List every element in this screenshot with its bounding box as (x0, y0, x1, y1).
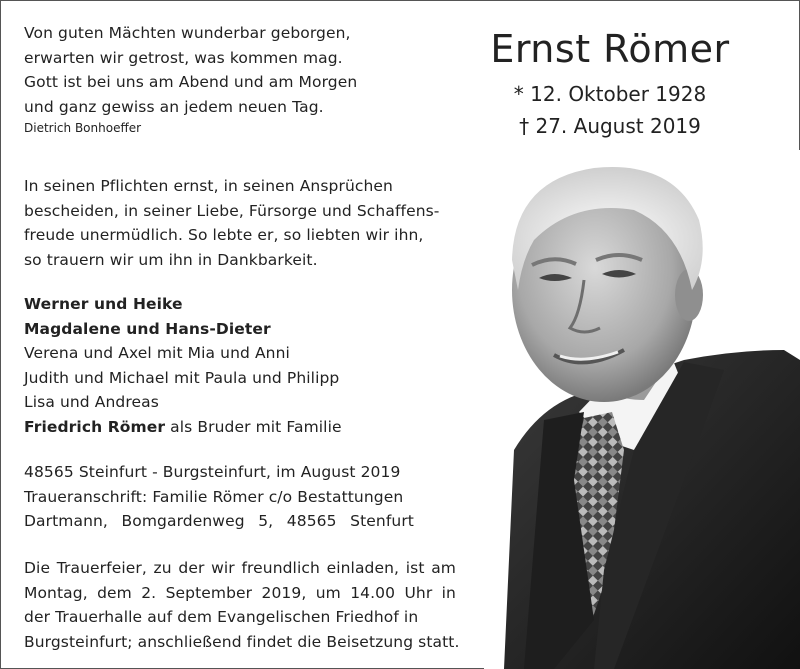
portrait-photo (484, 150, 800, 669)
address-line: Dartmann, Bomgardenweg 5, 48565 Stenfurt (24, 512, 414, 530)
mourner-brother-rest: als Bruder mit Familie (165, 417, 342, 436)
tribute-line: bescheiden, in seiner Liebe, Fürsorge und Schaffens- (24, 201, 440, 220)
tribute-line: In seinen Pflichten ernst, in seinen Ansprüchen (24, 177, 393, 195)
funeral-line: Die Trauerfeier, zu der wir freundlich einladen, ist am (24, 559, 456, 577)
tribute (24, 174, 440, 272)
mourner-line: Judith und Michael mit Paula und Philipp (24, 368, 340, 387)
tribute-line: so trauern wir um ihn in Dankbarkeit. (24, 250, 318, 269)
deceased-name: Ernst Römer (490, 27, 730, 71)
address (24, 460, 414, 534)
funeral-line: Burgsteinfurt; anschließend findet die Beisetzung statt. (24, 632, 460, 651)
mourner-line (24, 415, 342, 440)
poem-line: Gott ist bei uns am Abend und am Morgen (24, 73, 358, 91)
poem-line: erwarten wir getrost, was kommen mag. (24, 48, 343, 67)
mourners (24, 292, 342, 439)
tribute-line: freude unermüdlich. So lebte er, so liebten wir ihn, (24, 226, 424, 244)
address-line: Traueranschrift: Familie Römer c/o Bestattungen (24, 487, 404, 506)
mourner-line: Verena und Axel mit Mia und Anni (24, 344, 290, 362)
death-date: † 27. August 2019 (519, 114, 701, 138)
mourner-line: Magdalene und Hans-Dieter (24, 319, 271, 338)
poem-line: und ganz gewiss an jedem neuen Tag. (24, 97, 324, 116)
funeral-line: der Trauerhalle auf dem Evangelischen Friedhof in (24, 608, 419, 626)
funeral-line: Montag, dem 2. September 2019, um 14.00 Uhr in (24, 583, 456, 602)
funeral-info (24, 556, 460, 654)
address-line: 48565 Steinfurt - Burgsteinfurt, im August 2019 (24, 463, 401, 481)
poem-line: Von guten Mächten wunderbar geborgen, (24, 24, 351, 42)
birth-date: * 12. Oktober 1928 (513, 82, 707, 106)
mourner-line: Lisa und Andreas (24, 393, 159, 411)
mourner-brother-name: Friedrich Römer (24, 417, 166, 436)
poem-author: Dietrich Bonhoeffer (24, 121, 142, 135)
poem (24, 21, 357, 137)
mourner-line: Werner und Heike (24, 295, 183, 313)
